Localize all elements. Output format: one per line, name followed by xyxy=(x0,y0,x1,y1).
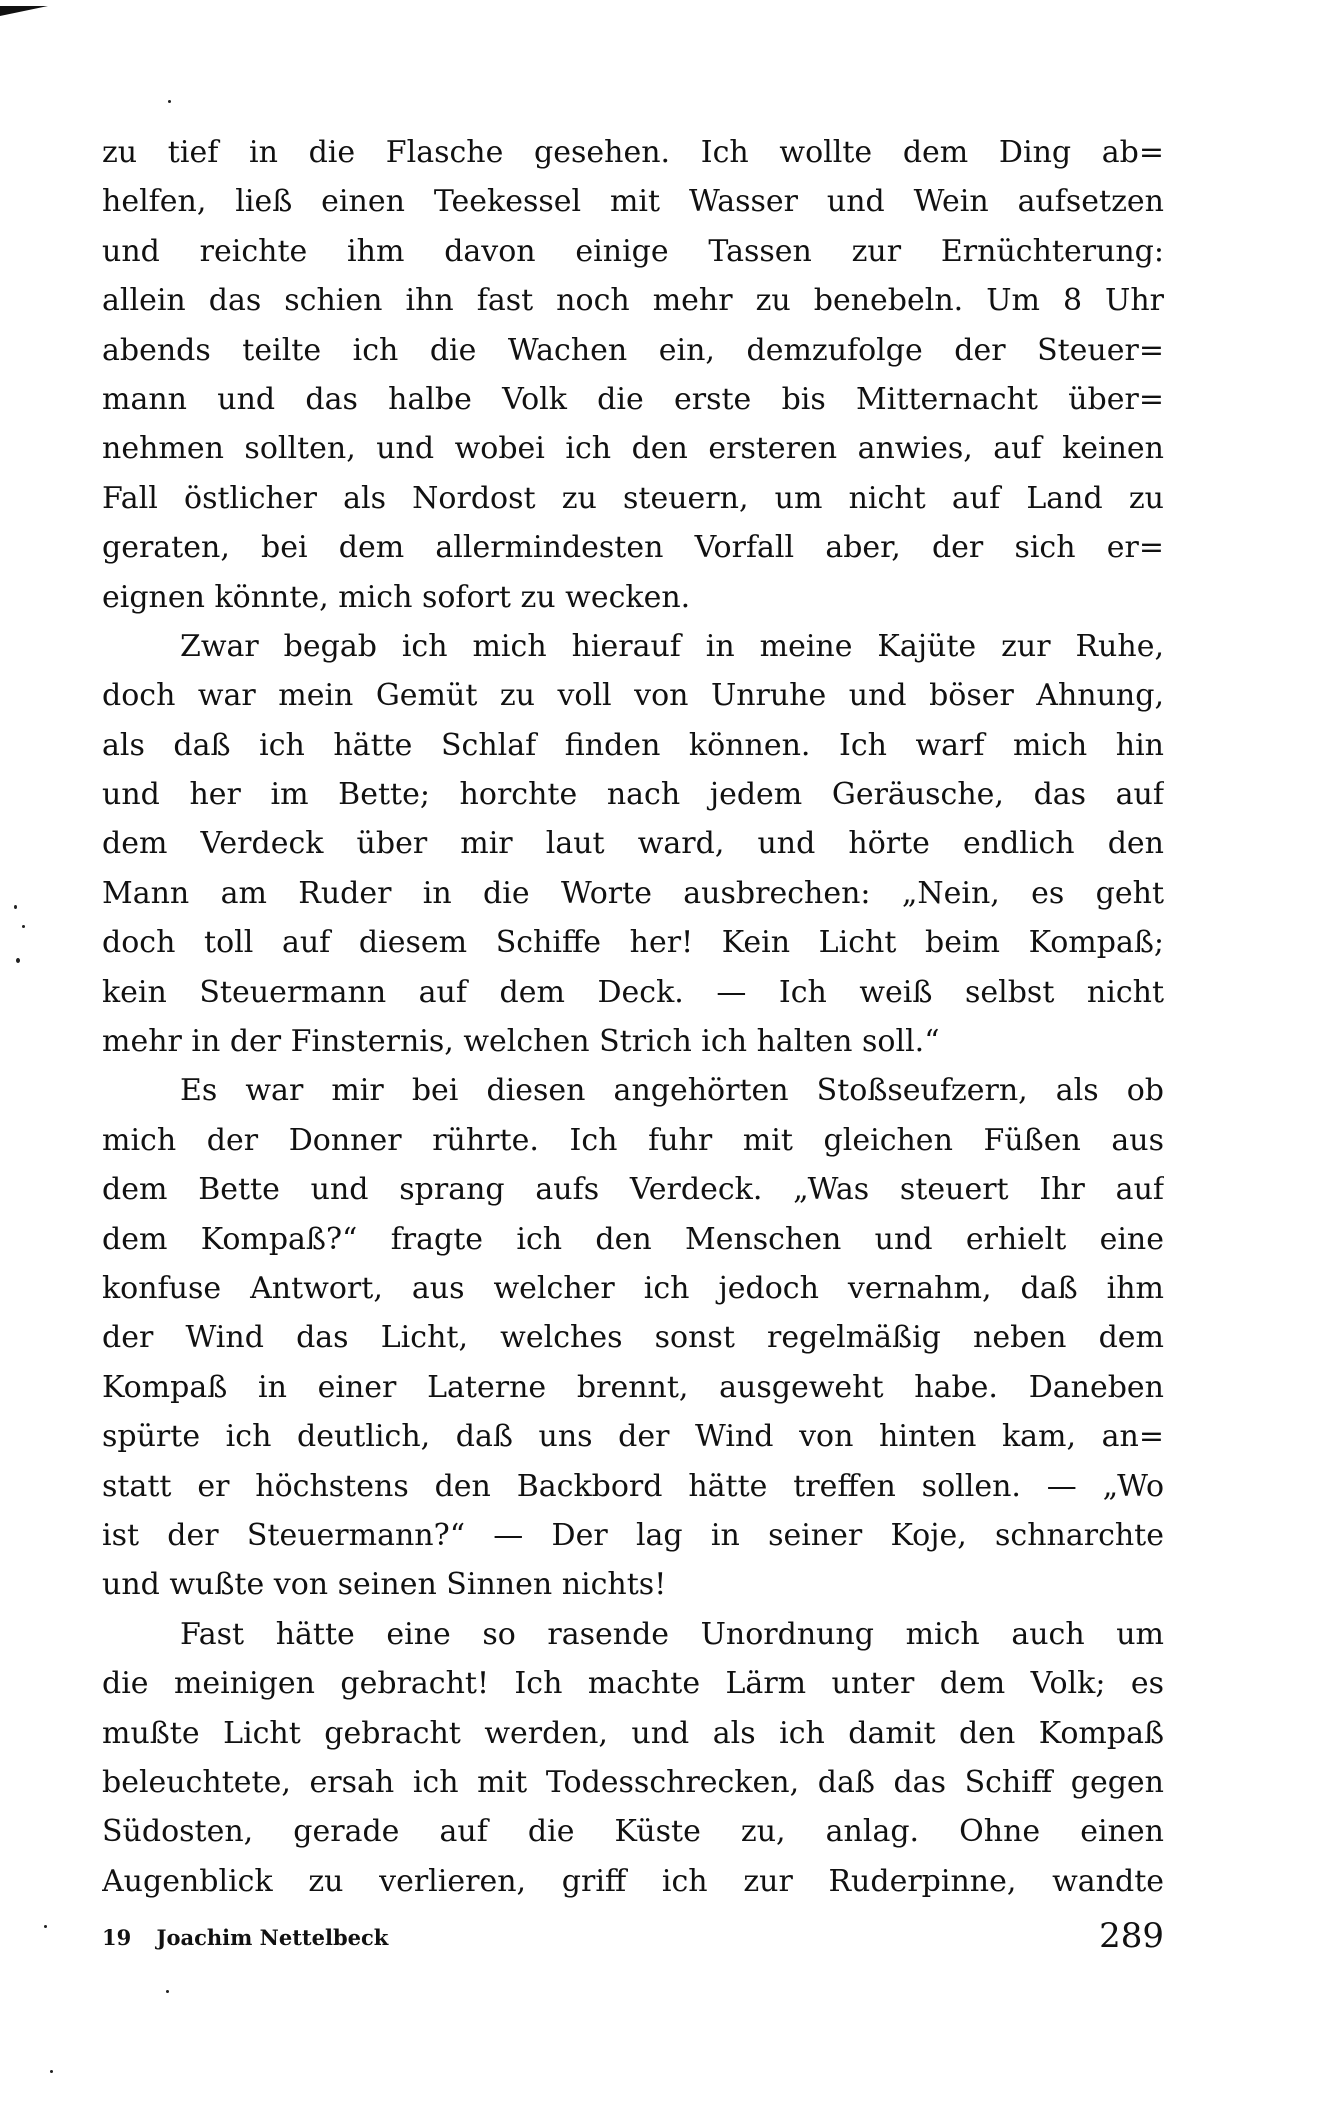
text-line: konfuse Antwort, aus welcher ich jedoch vernahm, daß ihm xyxy=(102,1270,1164,1306)
text-line: doch toll auf diesem Schiffe her! Kein Licht beim Kompaß; xyxy=(102,925,1164,961)
text-line: zu tief in die Flasche gesehen. Ich wollte dem Ding ab= xyxy=(102,135,1164,170)
text-line: die meinigen gebracht! Ich machte Lärm unter dem Volk; es xyxy=(102,1666,1164,1702)
text-line: spürte ich deutlich, daß uns der Wind von hinten kam, an= xyxy=(102,1419,1164,1455)
text-line: doch war mein Gemüt zu voll von Unruhe und böser Ahnung, xyxy=(102,678,1164,714)
text-line: abends teilte ich die Wachen ein, demzufolge der Steuer= xyxy=(102,332,1164,368)
scan-speck xyxy=(14,905,17,909)
printer-signature xyxy=(102,1925,388,1950)
scan-speck xyxy=(168,100,171,103)
scan-speck xyxy=(22,925,25,928)
text-line: mich der Donner rührte. Ich fuhr mit gleichen Füßen aus xyxy=(102,1122,1164,1158)
text-line: Südosten, gerade auf die Küste zu, anlag. Ohne einen xyxy=(102,1814,1164,1850)
text-line: ist der Steuermann?“ — Der lag in seiner Koje, schnarchte xyxy=(102,1517,1164,1553)
text-line: eignen könnte, mich sofort zu wecken. xyxy=(102,579,691,615)
text-line: Fast hätte eine so rasende Unordnung mich auch um xyxy=(180,1616,1164,1652)
signature-text: Joachim Nettelbeck xyxy=(156,1925,389,1950)
text-line: dem Verdeck über mir laut ward, und hörte endlich den xyxy=(102,826,1164,862)
scan-speck xyxy=(44,1925,47,1928)
text-line: nehmen sollten, und wobei ich den ersteren anwies, auf keinen xyxy=(102,431,1164,467)
text-line: beleuchtete, ersah ich mit Todesschrecken, daß das Schiff gegen xyxy=(102,1764,1164,1800)
text-line: und her im Bette; horchte nach jedem Geräusche, das auf xyxy=(102,777,1164,813)
page-footer xyxy=(102,1912,1164,1958)
text-line: Augenblick zu verlieren, griff ich zur Ruderpinne, wandte xyxy=(102,1863,1164,1899)
text-line: statt er höchstens den Backbord hätte treffen sollen. — „Wo xyxy=(102,1468,1164,1504)
page-number: 289 xyxy=(1099,1916,1164,1956)
text-line: geraten, bei dem allermindesten Vorfall aber, der sich er= xyxy=(102,530,1164,566)
text-line: mußte Licht gebracht werden, und als ich damit den Kompaß xyxy=(102,1715,1164,1751)
body-text xyxy=(102,128,1164,1906)
scan-speck xyxy=(50,2070,53,2073)
text-line: und reichte ihm davon einige Tassen zur Ernüchterung: xyxy=(102,233,1164,269)
text-line: Fall östlicher als Nordost zu steuern, um nicht auf Land zu xyxy=(102,480,1164,516)
text-line: mann und das halbe Volk die erste bis Mitternacht über= xyxy=(102,381,1164,417)
text-line: Zwar begab ich mich hierauf in meine Kajüte zur Ruhe, xyxy=(180,628,1164,664)
signature-number: 19 xyxy=(102,1925,132,1950)
text-line: Es war mir bei diesen angehörten Stoßseufzern, als ob xyxy=(180,1073,1164,1109)
text-line: dem Kompaß?“ fragte ich den Menschen und erhielt eine xyxy=(102,1221,1164,1257)
scan-corner-mark xyxy=(0,6,48,16)
text-line: und wußte von seinen Sinnen nichts! xyxy=(102,1567,667,1603)
text-line: als daß ich hätte Schlaf finden können. Ich warf mich hin xyxy=(102,727,1164,763)
scan-speck xyxy=(16,958,20,963)
scan-speck xyxy=(166,1990,169,1993)
text-line: allein das schien ihn fast noch mehr zu benebeln. Um 8 Uhr xyxy=(102,283,1164,319)
text-line: mehr in der Finsternis, welchen Strich ich halten soll.“ xyxy=(102,1024,940,1060)
text-line: helfen, ließ einen Teekessel mit Wasser und Wein aufsetzen xyxy=(102,184,1164,220)
text-line: dem Bette und sprang aufs Verdeck. „Was steuert Ihr auf xyxy=(102,1172,1164,1208)
text-line: kein Steuermann auf dem Deck. — Ich weiß selbst nicht xyxy=(102,974,1164,1010)
text-line: der Wind das Licht, welches sonst regelmäßig neben dem xyxy=(102,1320,1164,1356)
text-line: Mann am Ruder in die Worte ausbrechen: „Nein, es geht xyxy=(102,875,1164,911)
text-line: Kompaß in einer Laterne brennt, ausgeweht habe. Daneben xyxy=(102,1369,1164,1405)
